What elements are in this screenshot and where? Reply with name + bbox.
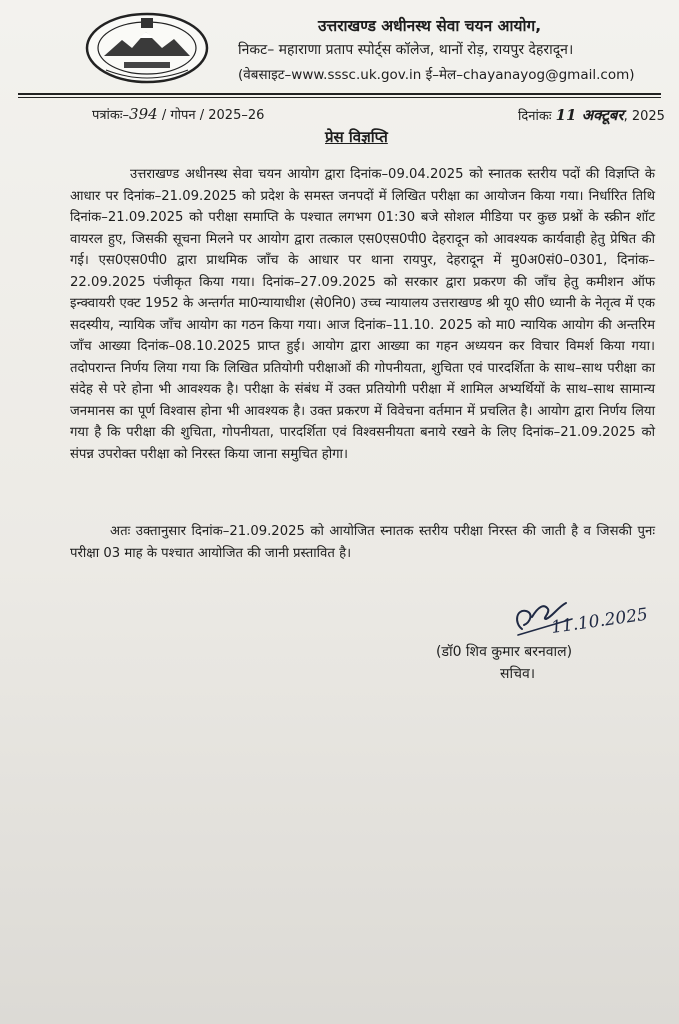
- header-website-email: (वेबसाइट–www.sssc.uk.gov.in ई–मेल–chayanayog@gmail.com): [238, 67, 635, 83]
- header-address: निकट– महाराणा प्रताप स्पोर्ट्स कॉलेज, थानों रोड़, रायपुर देहरादून।: [238, 42, 574, 58]
- signature-date: 11.10.2025: [549, 604, 650, 638]
- date-prefix: दिनांकः: [518, 109, 556, 124]
- letter-suffix: / गोपन / 2025–26: [157, 108, 265, 123]
- date-suffix: , 2025: [623, 109, 665, 124]
- commission-emblem-logo: [84, 12, 210, 84]
- letter-number-handwritten: 394: [129, 105, 158, 123]
- body-paragraph-2: अतः उक्तानुसार दिनांक–21.09.2025 को आयोजित स्नातक स्तरीय परीक्षा निरस्त की जाती है व जिसकी पुनः परीक्षा 03 माह के पश्चात आयोजित की जानी प्रस्तावित है।: [70, 524, 655, 561]
- handwritten-signature: [512, 589, 662, 645]
- header-org-name: उत्तराखण्ड अधीनस्थ सेवा चयन आयोग,: [318, 17, 542, 35]
- letter-prefix: पत्रांकः–: [92, 108, 130, 123]
- press-release-title: प्रेस विज्ञप्ति: [325, 128, 388, 146]
- letter-date: [518, 105, 665, 125]
- signatory-designation: सचिव।: [500, 666, 536, 682]
- letter-reference: [92, 105, 264, 123]
- header-divider-top: [18, 93, 661, 95]
- date-handwritten: 11 अक्टूबर: [555, 106, 624, 124]
- signatory-name: (डॉ0 शिव कुमार बरनवाल): [436, 644, 573, 660]
- header-divider-bottom: [18, 97, 661, 98]
- body-paragraph-1: उत्तराखण्ड अधीनस्थ सेवा चयन आयोग द्वारा दिनांक–09.04.2025 को स्नातक स्तरीय पदों की विज्ञप्ति के आधार पर दिनांक–21.09.2025 को प्रदेश के समस्त जनपदों में लिखित परीक्षा का आयोजन किया गया। निर्धारित तिथि दिनांक–21.09.2025 को परीक्षा समाप्ति के पश्चात लगभग 01:30 बजे सोशल मीडिया पर कुछ प्रश्नों के स्क्रीन शॉट वायरल हुए, जिसकी सूचना मिलने पर आयोग द्वारा तत्काल एस0एस0पी0 देहरादून को आवश्यक कार्यवाही हेतु प्रेषित की गई। एस0एस0पी0 द्वारा प्राथमिक जाँच के आधार पर थाना रायपुर, देहरादून में मु0अ0सं0–0301, दिनांक–22.09.2025 पंजीकृत किया गया। दिनांक–27.09.2025 को सरकार द्वारा प्रकरण की जाँच हेतु कमीशन ऑफ इन्क्वायरी एक्ट 1952 के अन्तर्गत मा0न्यायाधीश (से0नि0) उच्च न्यायालय उत्तराखण्ड श्री यू0 सी0 ध्यानी के नेतृत्व में एक सदस्यीय, न्यायिक जाँच आयोग का गठन किया गया। आज दिनांक–11.10. 2025 को मा0 न्यायिक आयोग की अन्तरिम जाँच आख्या दिनांक–08.10.2025 प्राप्त हुई। आयोग द्वारा आख्या का गहन अध्ययन कर विचार विमर्श किया गया। तदोपरान्त निर्णय लिया गया कि लिखित प्रतियोगी परीक्षाओं की गोपनीयता, शुचिता एवं पारदर्शिता के साथ–साथ परीक्षा का संदेह से परे होना भी आवश्यक है। परीक्षा के संबंध में उक्त प्रतियोगी परीक्षा में शामिल अभ्यर्थियों के साथ–साथ सामान्य जनमानस का पूर्ण विश्वास होना भी आवश्यक है। उक्त प्रकरण में विवेचना वर्तमान में प्रचलित है। आयोग द्वारा निर्णय लिया गया है कि परीक्षा की शुचिता, गोपनीयता, पारदर्शिता एवं विश्वसनीयता बनाये रखने के लिए दिनांक–21.09.2025 को संपन्न उपरोक्त परीक्षा को निरस्त किया जाना समुचित होगा।: [70, 167, 655, 462]
